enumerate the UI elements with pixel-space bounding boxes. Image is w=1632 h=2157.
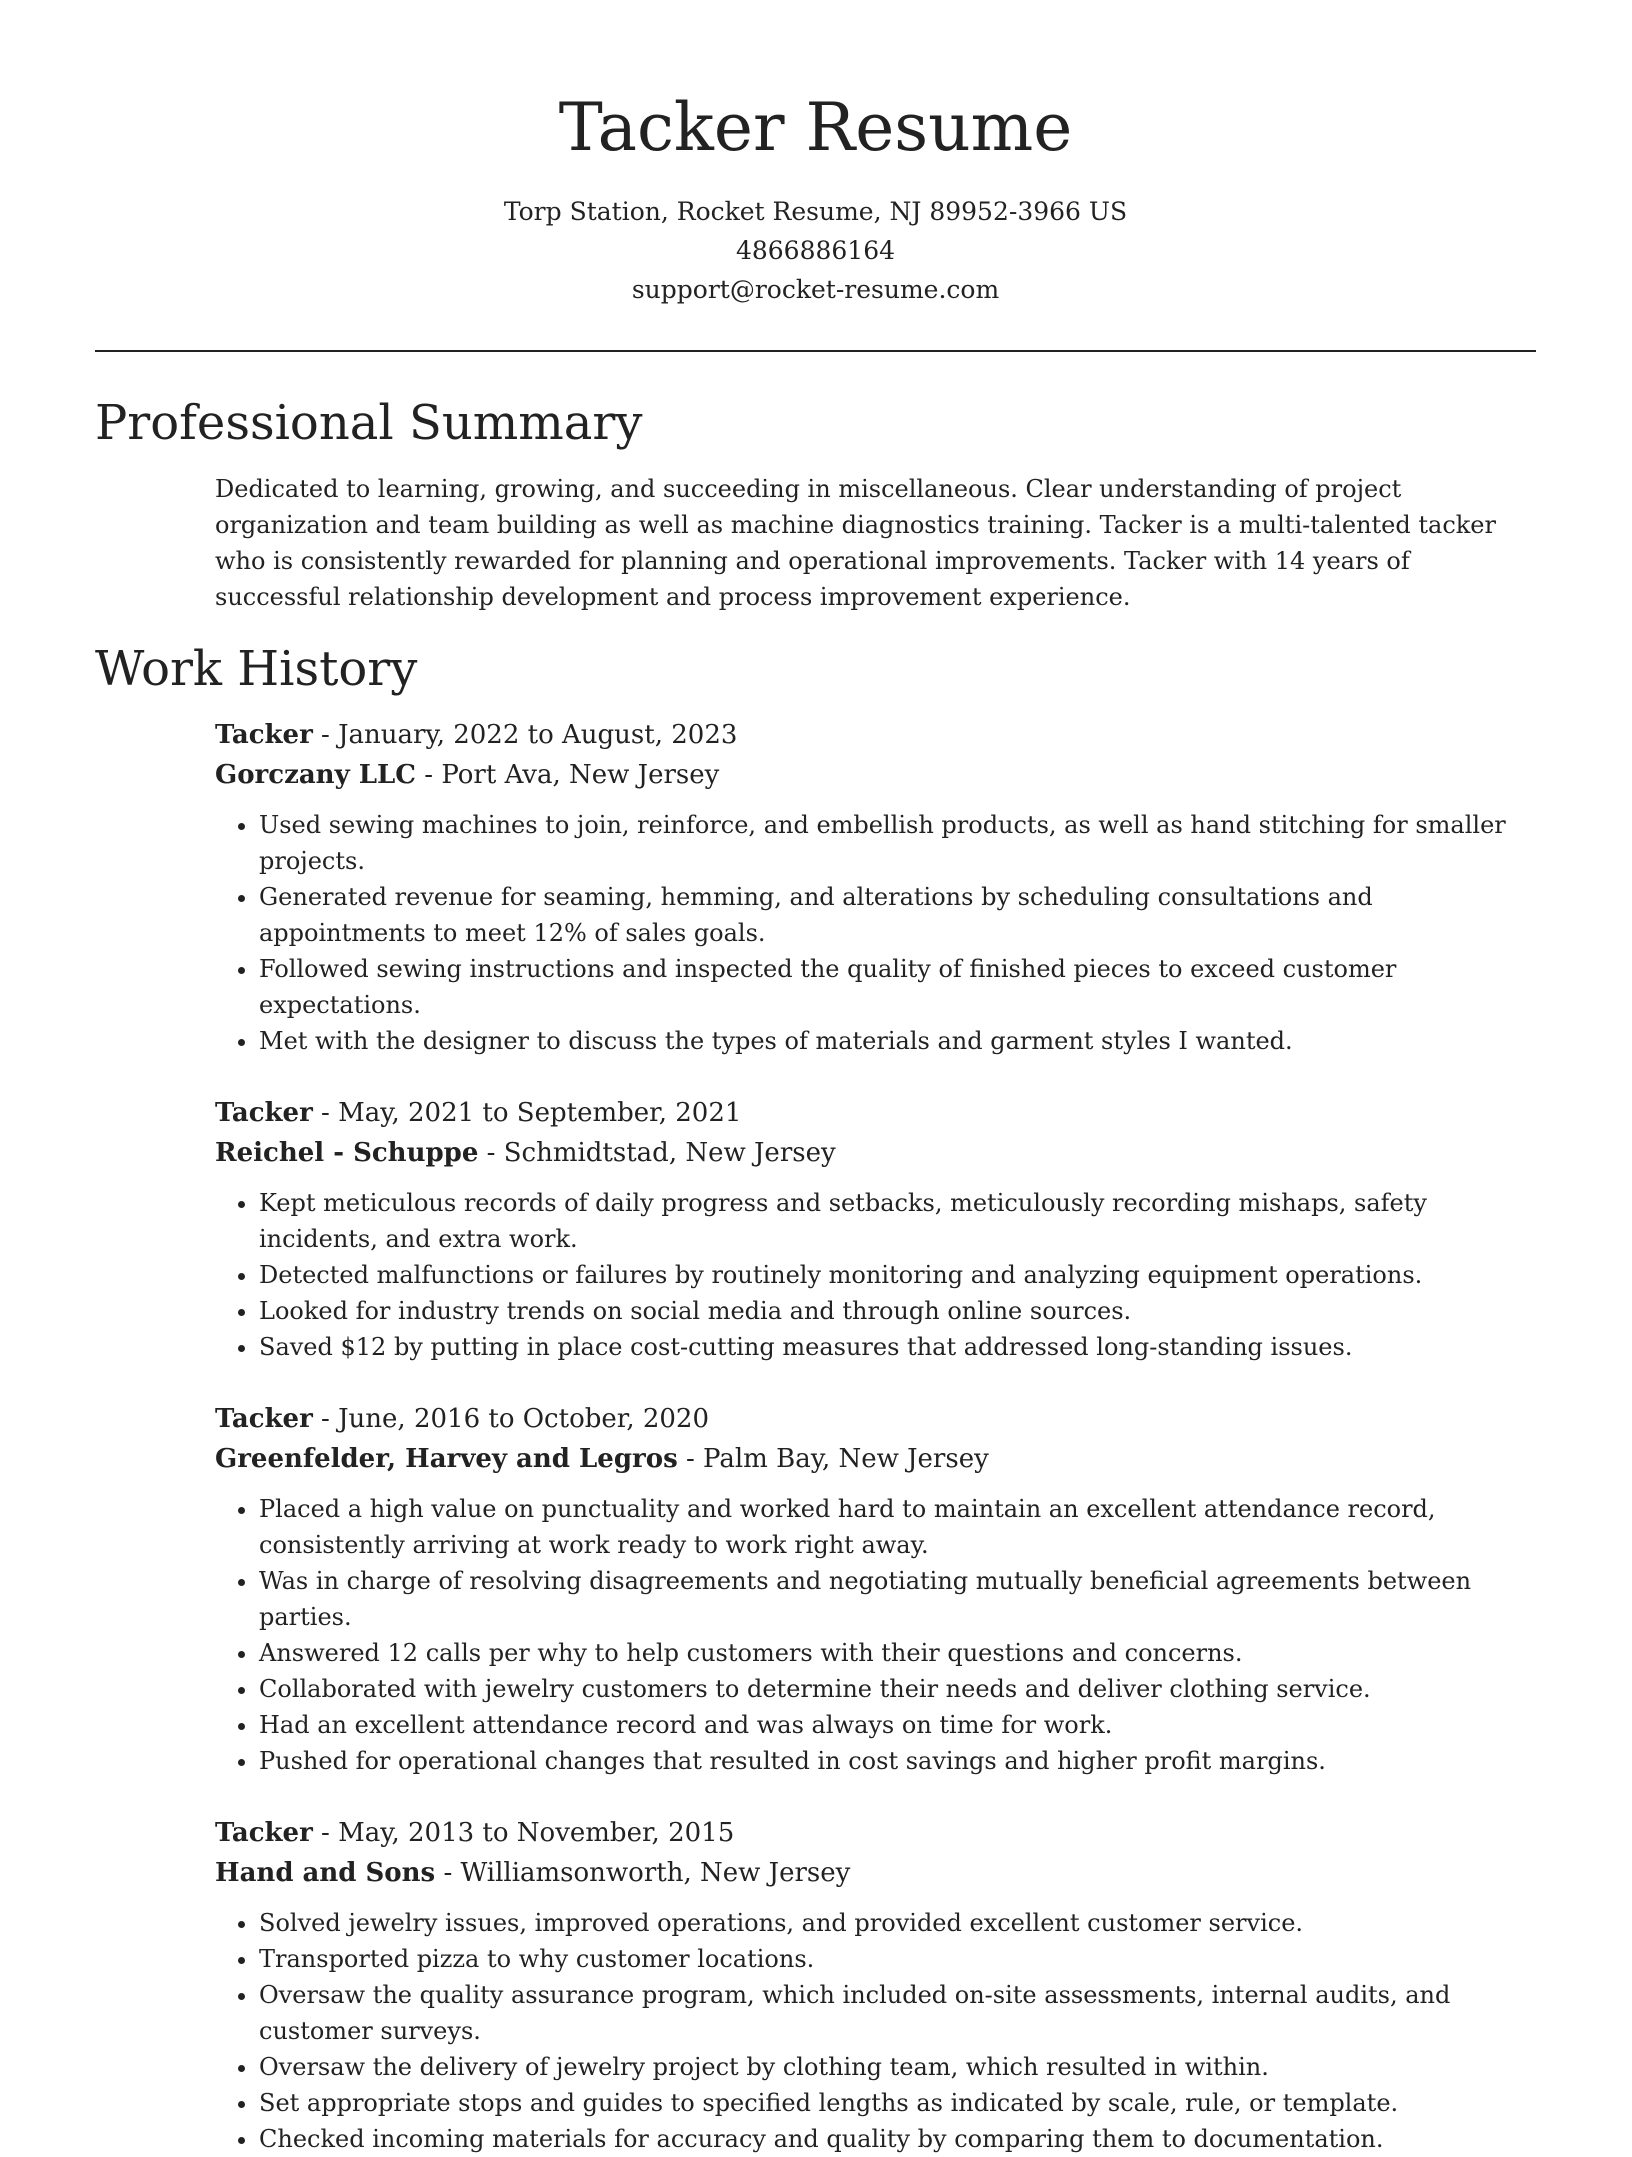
summary-text: Dedicated to learning, growing, and succeeding in miscellaneous. Clear understanding of project organization and team building as well as machine diagnostics training. Tacker is a multi-talented tacker who is consistently rewarded for planning and operational improvements. Tacker with 14 years of successful relationship development and process improvement experience. xyxy=(215,475,1496,611)
job-title-line xyxy=(215,1399,1536,1439)
job-company-line xyxy=(215,1853,1536,1893)
job-location: - Port Ava, New Jersey xyxy=(416,760,720,790)
job-bullet: • Transported pizza to why customer locations. xyxy=(259,1941,1536,1977)
job-entry xyxy=(215,1813,1536,2157)
summary-heading: Professional Summary xyxy=(95,395,643,451)
job-bullet: • Oversaw the quality assurance program, which included on-site assessments, internal audits, and customer surveys. xyxy=(259,1977,1536,2049)
job-title: Tacker xyxy=(215,1098,313,1128)
job-company: Reichel - Schuppe xyxy=(215,1138,479,1168)
job-bullets xyxy=(215,1905,1536,2157)
resume-header xyxy=(95,0,1536,309)
job-location: - Williamsonworth, New Jersey xyxy=(435,1858,851,1888)
contact-phone: 4866886164 xyxy=(735,236,896,265)
job-company-line xyxy=(215,1439,1536,1479)
job-bullet: • Collaborated with jewelry customers to determine their needs and deliver clothing service. xyxy=(259,1671,1536,1707)
job-company: Greenfelder, Harvey and Legros xyxy=(215,1444,678,1474)
job-bullet: • Had an excellent attendance record and was always on time for work. xyxy=(259,1707,1536,1743)
work-history-heading: Work History xyxy=(95,641,418,697)
job-bullets xyxy=(215,1185,1536,1365)
job-bullet: • Set appropriate stops and guides to specified lengths as indicated by scale, rule, or template. xyxy=(259,2085,1536,2121)
contact-email: support@rocket-resume.com xyxy=(631,275,1000,304)
job-dates: - June, 2016 to October, 2020 xyxy=(312,1404,710,1434)
job-bullet: • Detected malfunctions or failures by routinely monitoring and analyzing equipment operations. xyxy=(259,1257,1536,1293)
job-title: Tacker xyxy=(215,720,313,750)
job-bullet: • Met with the designer to discuss the types of materials and garment styles I wanted. xyxy=(259,1023,1536,1059)
header-divider xyxy=(95,350,1536,352)
job-dates: - January, 2022 to August, 2023 xyxy=(312,720,738,750)
resume-name: Tacker Resume xyxy=(558,89,1073,166)
job-title-line xyxy=(215,1093,1536,1133)
job-entry xyxy=(215,1093,1536,1365)
job-title: Tacker xyxy=(215,1818,313,1848)
job-bullet: • Saved $12 by putting in place cost-cutting measures that addressed long-standing issues. xyxy=(259,1329,1536,1365)
job-bullet: • Kept meticulous records of daily progress and setbacks, meticulously recording mishaps, safety incidents, and extra work. xyxy=(259,1185,1536,1257)
job-location: - Palm Bay, New Jersey xyxy=(677,1444,989,1474)
job-bullets xyxy=(215,1491,1536,1779)
job-dates: - May, 2013 to November, 2015 xyxy=(312,1818,735,1848)
job-company: Hand and Sons xyxy=(215,1858,436,1888)
job-bullets xyxy=(215,807,1536,1059)
job-title-line xyxy=(215,715,1536,755)
job-bullet: • Solved jewelry issues, improved operations, and provided excellent customer service. xyxy=(259,1905,1536,1941)
job-entry xyxy=(215,715,1536,1059)
job-bullet: • Used sewing machines to join, reinforce, and embellish products, as well as hand stitching for smaller projects. xyxy=(259,807,1536,879)
job-entry xyxy=(215,1399,1536,1779)
job-bullet: • Pushed for operational changes that resulted in cost savings and higher profit margins. xyxy=(259,1743,1536,1779)
job-title-line xyxy=(215,1813,1536,1853)
job-company-line xyxy=(215,1133,1536,1173)
resume-page xyxy=(95,0,1536,2157)
job-company: Gorczany LLC xyxy=(215,760,417,790)
job-dates: - May, 2021 to September, 2021 xyxy=(312,1098,742,1128)
job-company-line xyxy=(215,755,1536,795)
contact-address: Torp Station, Rocket Resume, NJ 89952-3966 US xyxy=(503,197,1128,226)
job-bullet: • Oversaw the delivery of jewelry project by clothing team, which resulted in within. xyxy=(259,2049,1536,2085)
job-title: Tacker xyxy=(215,1404,313,1434)
job-bullet: • Answered 12 calls per why to help customers with their questions and concerns. xyxy=(259,1635,1536,1671)
job-bullet: • Placed a high value on punctuality and worked hard to maintain an excellent attendance record, consistently arriving at work ready to work right away. xyxy=(259,1491,1536,1563)
job-bullet: • Was in charge of resolving disagreements and negotiating mutually beneficial agreements between parties. xyxy=(259,1563,1536,1635)
job-bullet: • Followed sewing instructions and inspected the quality of finished pieces to exceed customer expectations. xyxy=(259,951,1536,1023)
job-bullet: • Generated revenue for seaming, hemming, and alterations by scheduling consultations and appointments to meet 12% of sales goals. xyxy=(259,879,1536,951)
work-history-list xyxy=(95,715,1536,2157)
job-bullet: • Looked for industry trends on social media and through online sources. xyxy=(259,1293,1536,1329)
contact-info xyxy=(95,192,1536,309)
job-location: - Schmidtstad, New Jersey xyxy=(478,1138,836,1168)
job-bullet: • Checked incoming materials for accuracy and quality by comparing them to documentation. xyxy=(259,2121,1536,2157)
